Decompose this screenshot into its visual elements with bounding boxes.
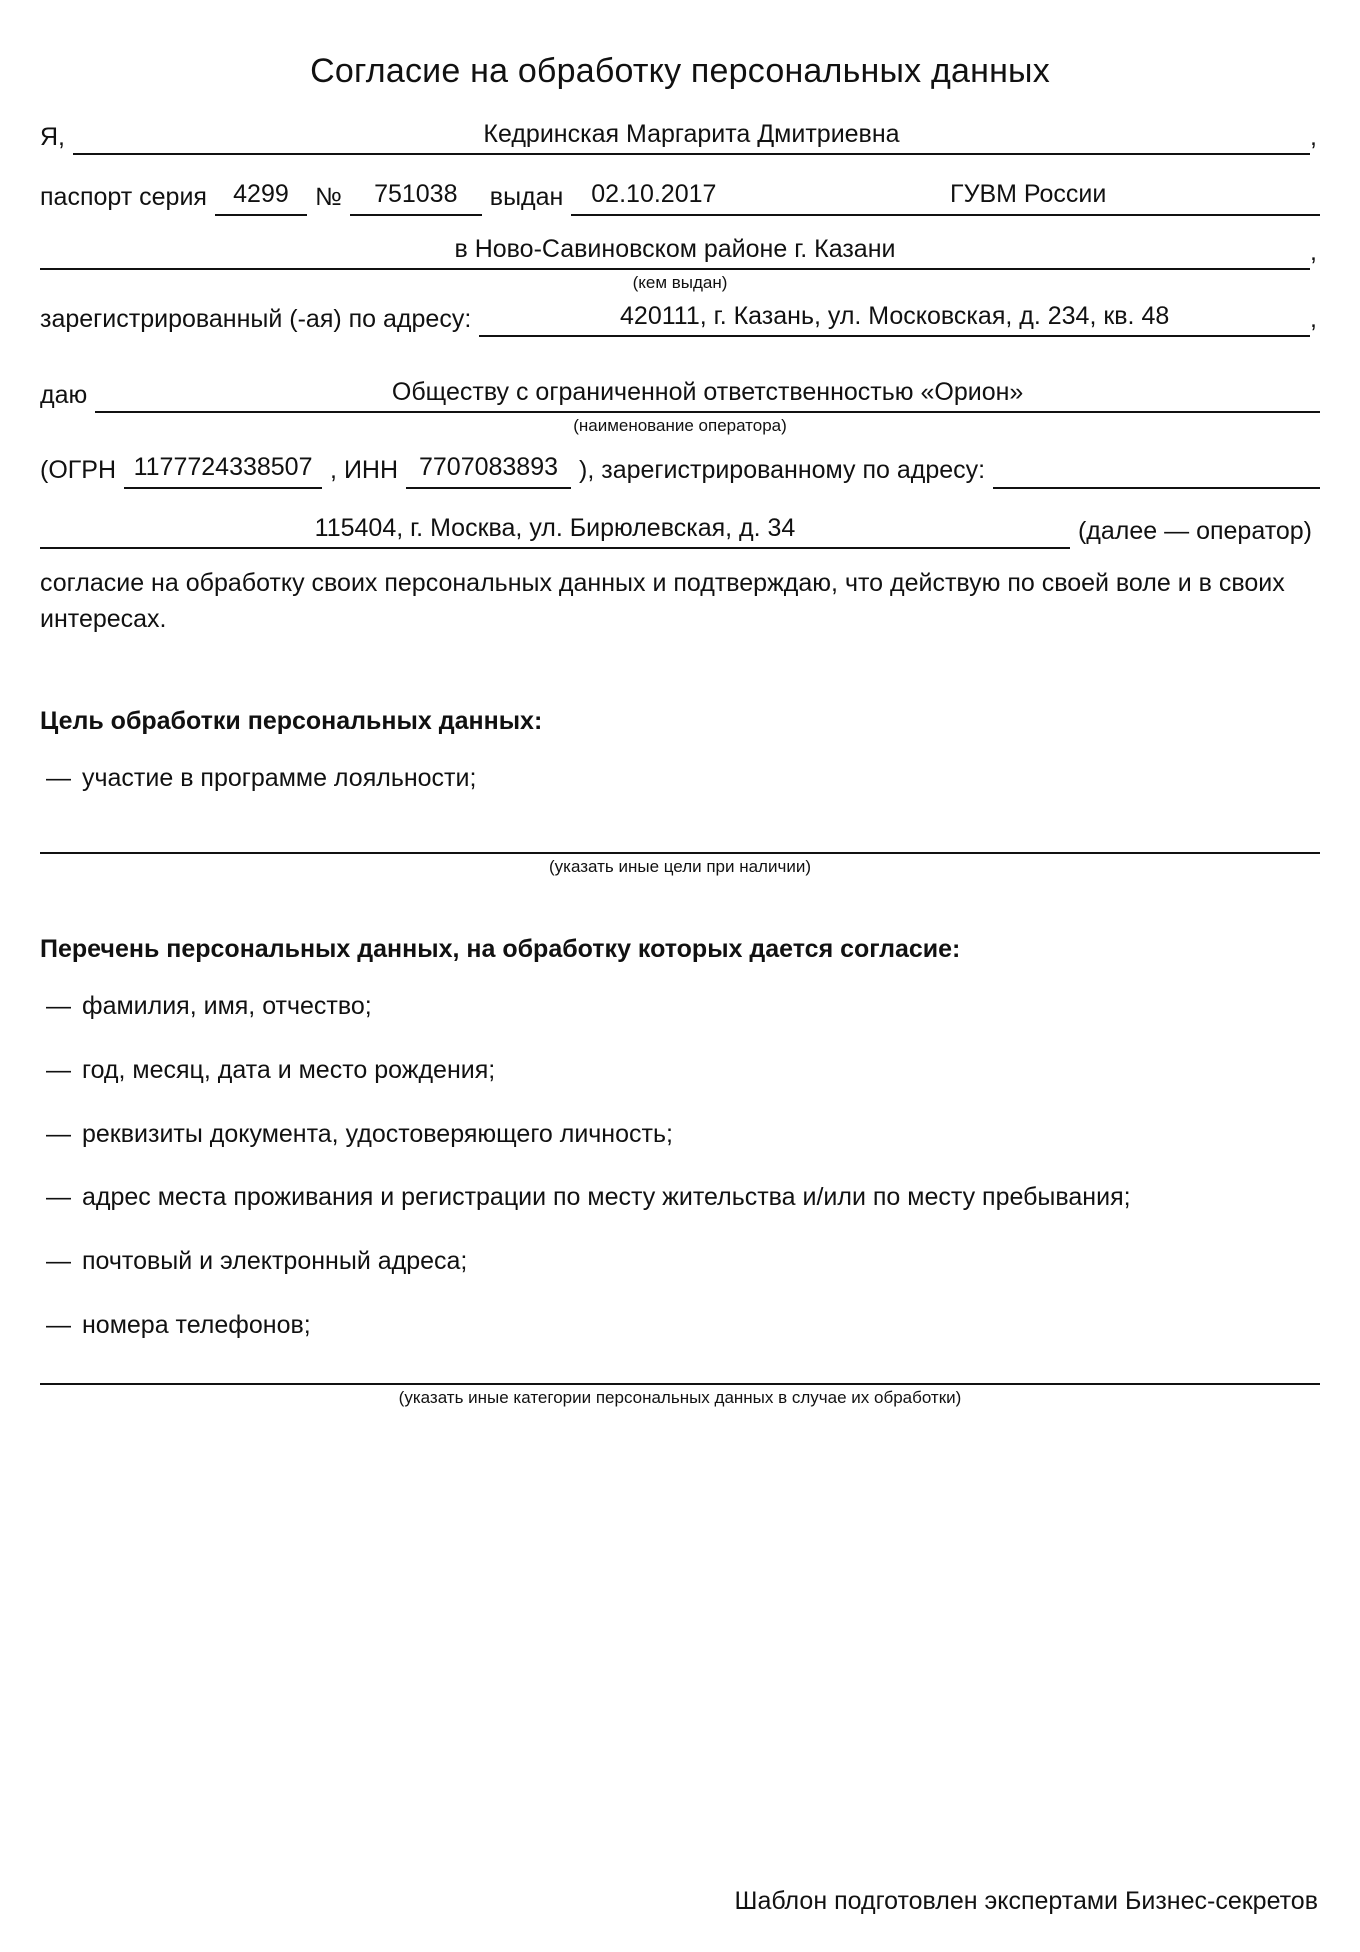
purpose-heading: Цель обработки персональных данных:	[40, 707, 543, 736]
data-list-write-in-rule	[40, 1383, 1320, 1385]
data-item-text: адрес места проживания и регистрации по месту жительства и/или по месту пребывания;	[82, 1183, 1131, 1212]
passport-issue-date-value: 02.10.2017	[591, 180, 717, 209]
hereinafter-operator-label: (далее — оператор)	[1077, 516, 1312, 545]
consent-statement: согласие на обработку своих персональных данных и подтверждаю, что действую по своей воле и в своих интересах.	[40, 568, 1285, 633]
issuing-authority-value: ГУВМ России	[950, 180, 1107, 209]
operator-registered-at-label: ), зарегистрированному по адресу:	[579, 456, 986, 485]
purpose-item-text: участие в программе лояльности;	[82, 764, 477, 793]
passport-issued-label: выдан	[489, 183, 564, 212]
issuing-detail-trailing-mark: ,	[1310, 237, 1317, 266]
issuing-authority-field[interactable]	[736, 179, 1320, 215]
inn-value: 7707083893	[418, 453, 559, 482]
list-item	[40, 1245, 1202, 1279]
footer-attribution: Шаблон подготовлен экспертами Бизнес-секретов	[734, 1887, 1318, 1915]
data-item-text: почтовый и электронный адреса;	[82, 1247, 468, 1275]
list-item	[40, 1118, 1202, 1152]
data-item-text: реквизиты документа, удостоверяющего личность;	[82, 1119, 673, 1148]
bullet-dash-icon: —	[46, 1055, 71, 1084]
registration-address-label: зарегистрированный (-ая) по адресу:	[40, 304, 472, 333]
issuing-authority-detail-value: в Ново-Савиновском районе г. Казани	[454, 234, 896, 263]
list-item	[40, 762, 1202, 796]
data-list-caption: (указать иные категории персональных данных в случае их обработки)	[398, 1387, 962, 1407]
bullet-dash-icon: —	[46, 1119, 71, 1148]
passport-series-value: 4299	[233, 180, 289, 209]
bullet-dash-icon: —	[46, 1310, 71, 1339]
operator-address-row	[40, 513, 1320, 549]
list-item	[40, 1181, 1202, 1215]
bullet-dash-icon: —	[46, 764, 71, 793]
passport-row	[40, 179, 1320, 215]
registration-address-row	[40, 301, 1320, 337]
passport-number-label: №	[314, 183, 342, 212]
operator-registry-row	[40, 452, 1320, 488]
operator-name-field[interactable]	[95, 377, 1320, 413]
issued-by-caption: (кем выдан)	[632, 272, 728, 292]
operator-address-trailing-field[interactable]	[993, 454, 1320, 489]
bullet-dash-icon: —	[46, 1247, 71, 1275]
give-consent-label: даю	[40, 381, 88, 409]
bullet-dash-icon: —	[46, 992, 71, 1020]
list-item	[40, 1309, 1202, 1343]
ogrn-value: 1177724338507	[133, 453, 313, 482]
row-trailing-mark: ,	[1310, 123, 1317, 151]
data-item-text: фамилия, имя, отчество;	[82, 992, 372, 1020]
list-item	[40, 1054, 1202, 1088]
data-item-text: номера телефонов;	[82, 1310, 311, 1339]
issuing-authority-detail-field[interactable]	[40, 234, 1310, 270]
ogrn-label: (ОГРН	[40, 456, 117, 485]
purpose-caption: (указать иные цели при наличии)	[549, 857, 811, 876]
passport-series-field[interactable]	[215, 179, 307, 215]
passport-issue-date-field[interactable]	[571, 179, 736, 215]
data-list-heading: Перечень персональных данных, на обработку которых дается согласие:	[40, 935, 961, 963]
issuing-authority-detail-row	[40, 234, 1320, 270]
data-list	[40, 990, 1320, 1343]
subject-name-row	[40, 119, 1320, 155]
registration-address-value: 420111, г. Казань, ул. Московская, д. 234, кв. 48	[620, 301, 1170, 330]
purpose-write-in-rule	[40, 852, 1320, 854]
subject-full-name-value: Кедринская Маргарита Дмитриевна	[483, 120, 900, 148]
subject-pronoun-label: Я,	[40, 123, 65, 151]
ogrn-field[interactable]	[124, 452, 322, 488]
page-title: Согласие на обработку персональных данных	[310, 52, 1050, 90]
subject-full-name-field[interactable]	[73, 119, 1310, 155]
list-item	[40, 990, 1202, 1024]
inn-field[interactable]	[406, 452, 571, 488]
passport-number-value: 751038	[374, 180, 458, 209]
operator-name-value: Обществу с ограниченной ответственностью «Орион»	[391, 378, 1024, 406]
registration-address-field[interactable]	[479, 301, 1310, 337]
operator-name-row	[40, 377, 1320, 413]
data-item-text: год, месяц, дата и место рождения;	[82, 1055, 496, 1084]
purpose-list	[40, 762, 1320, 796]
passport-number-field[interactable]	[350, 179, 482, 215]
operator-address-value: 115404, г. Москва, ул. Бирюлевская, д. 34	[314, 513, 796, 542]
operator-name-caption: (наименование оператора)	[573, 416, 787, 436]
passport-series-label: паспорт серия	[40, 183, 207, 212]
inn-label: , ИНН	[330, 456, 399, 485]
operator-address-field[interactable]	[40, 513, 1070, 549]
bullet-dash-icon: —	[46, 1183, 71, 1212]
registration-trailing-mark: ,	[1310, 304, 1317, 333]
